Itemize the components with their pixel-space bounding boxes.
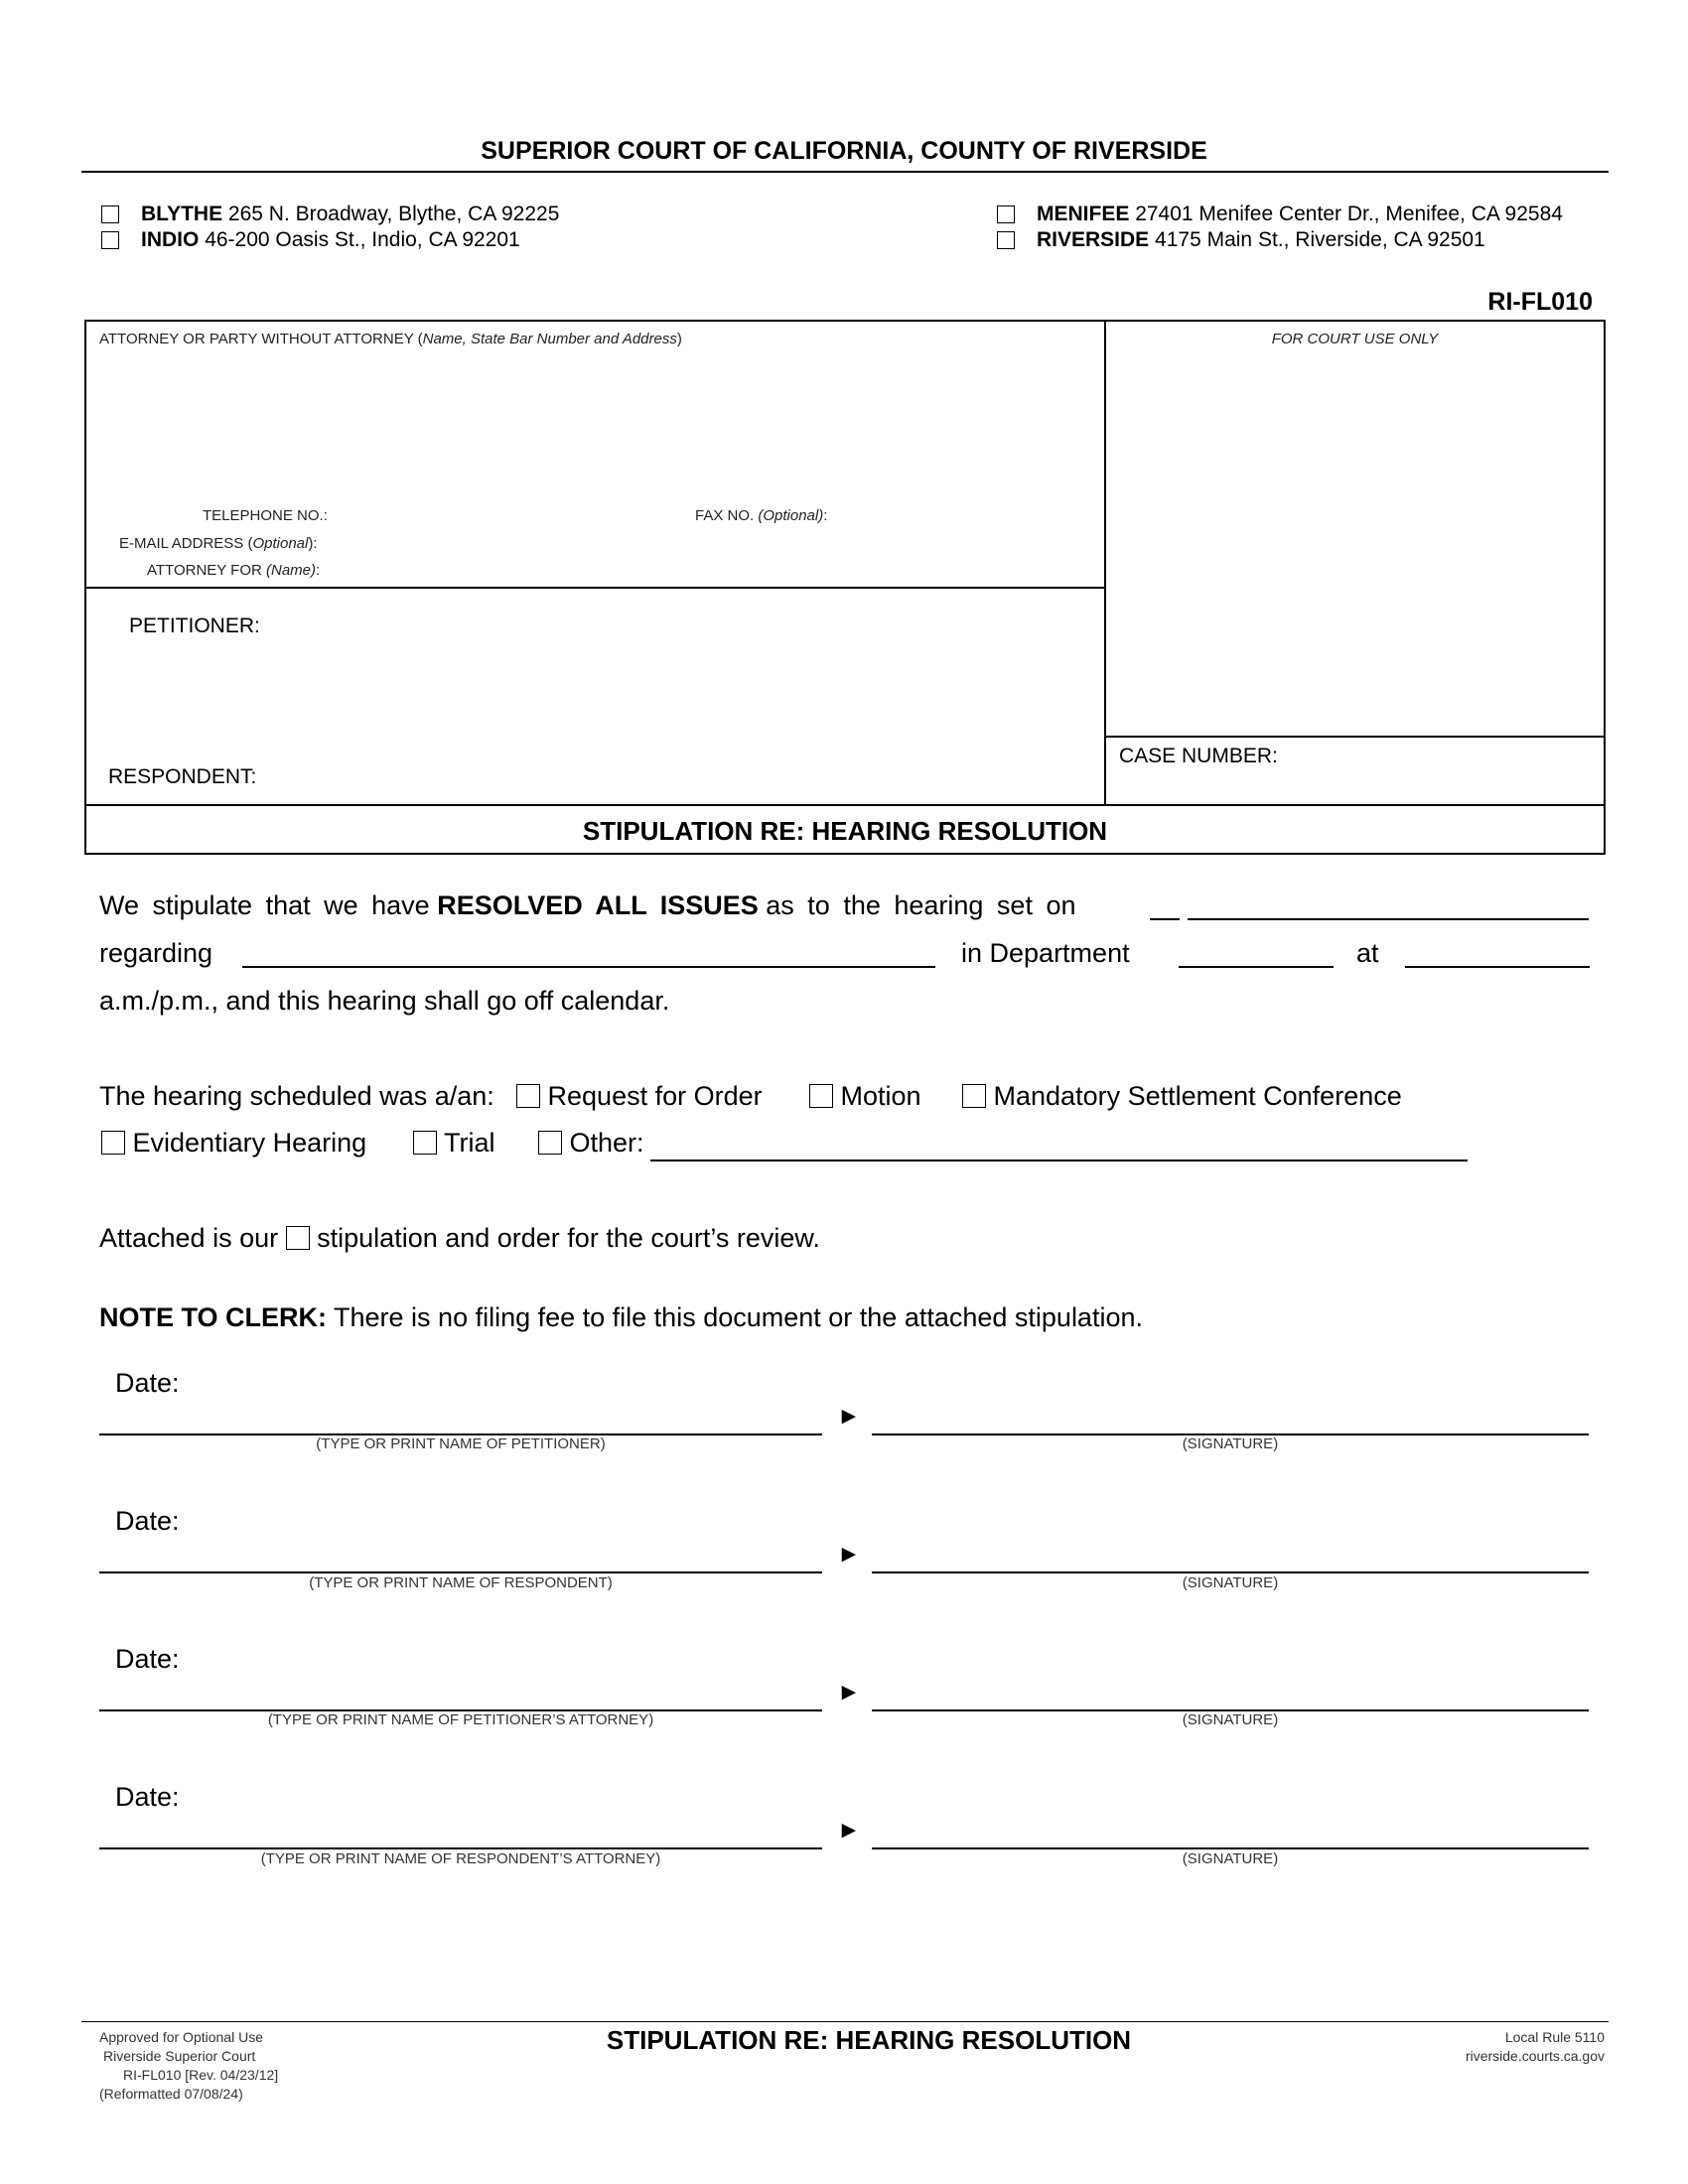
at-label: at xyxy=(1356,938,1379,968)
attached-line: Attached is our stipulation and order for the court’s review. xyxy=(99,1223,820,1253)
attorney-for-label: ATTORNEY FOR (Name): xyxy=(147,562,321,579)
time-input[interactable] xyxy=(1405,966,1590,968)
location-name: INDIO xyxy=(141,228,200,251)
respondent-attorney-signature-input[interactable] xyxy=(872,1847,1589,1849)
checkbox[interactable] xyxy=(538,1131,562,1155)
date-label: Date: xyxy=(115,1368,180,1398)
footer-title: STIPULATION RE: HEARING RESOLUTION xyxy=(606,2025,1132,2055)
respondent-name-input[interactable] xyxy=(99,1571,822,1573)
respondent-label: RESPONDENT: xyxy=(108,765,257,788)
name-caption: (TYPE OR PRINT NAME OF RESPONDENT’S ATTORNEY) xyxy=(260,1850,661,1867)
location-blythe xyxy=(101,203,559,226)
department-input[interactable] xyxy=(1179,966,1334,968)
location-riverside xyxy=(997,228,1485,252)
location-name: RIVERSIDE xyxy=(1037,228,1150,251)
header-rule xyxy=(81,171,1609,173)
checkbox[interactable] xyxy=(413,1131,437,1155)
location-indio xyxy=(101,228,520,252)
attorney-section-rule xyxy=(84,587,1105,589)
hearing-type-other[interactable] xyxy=(538,1128,644,1159)
location-name: BLYTHE xyxy=(141,203,223,225)
signature-caption: (SIGNATURE) xyxy=(1182,1850,1279,1867)
checkbox[interactable] xyxy=(516,1084,540,1108)
location-indio-checkbox[interactable] xyxy=(101,231,119,249)
telephone-label: TELEPHONE NO.: xyxy=(203,507,328,524)
arrow-icon: ► xyxy=(837,1817,861,1843)
fax-label: FAX NO. (Optional): xyxy=(695,507,828,524)
attorney-label: ATTORNEY OR PARTY WITHOUT ATTORNEY (Name, State Bar Number and Address) xyxy=(99,331,682,347)
location-address: 27401 Menifee Center Dr., Menifee, CA 92584 xyxy=(1135,203,1563,225)
court-title: SUPERIOR COURT OF CALIFORNIA, COUNTY OF RIVERSIDE xyxy=(481,137,1207,165)
footer-right: Local Rule 5110 riverside.courts.ca.gov xyxy=(1465,2029,1605,2064)
other-input[interactable] xyxy=(650,1160,1468,1161)
option-label: Other: xyxy=(569,1128,644,1158)
location-address: 4175 Main St., Riverside, CA 92501 xyxy=(1155,228,1485,251)
location-address: 46-200 Oasis St., Indio, CA 92201 xyxy=(205,228,520,251)
checkbox[interactable] xyxy=(962,1084,986,1108)
note-to-clerk: NOTE TO CLERK: There is no filing fee to file this document or the attached stipulation. xyxy=(99,1302,1143,1332)
option-label: Mandatory Settlement Conference xyxy=(993,1081,1402,1111)
signature-caption: (SIGNATURE) xyxy=(1182,1711,1279,1728)
regarding-input[interactable] xyxy=(242,966,935,968)
signature-caption: (SIGNATURE) xyxy=(1182,1435,1279,1452)
email-label: E-MAIL ADDRESS (Optional): xyxy=(119,535,318,552)
attached-stipulation-checkbox[interactable] xyxy=(286,1226,310,1250)
form-title: STIPULATION RE: HEARING RESOLUTION xyxy=(582,816,1108,846)
footer-rule xyxy=(81,2021,1609,2022)
court-use-label: FOR COURT USE ONLY xyxy=(1271,331,1439,347)
name-caption: (TYPE OR PRINT NAME OF RESPONDENT) xyxy=(309,1574,613,1591)
respondent-attorney-name-input[interactable] xyxy=(99,1847,822,1849)
name-caption: (TYPE OR PRINT NAME OF PETITIONER) xyxy=(316,1435,606,1452)
location-riverside-checkbox[interactable] xyxy=(997,231,1015,249)
hearing-type-trial[interactable] xyxy=(413,1128,495,1159)
option-label: Request for Order xyxy=(547,1081,763,1111)
case-number-label: CASE NUMBER: xyxy=(1119,745,1278,767)
arrow-icon: ► xyxy=(837,1541,861,1568)
case-number-rule xyxy=(1104,736,1606,738)
option-label: Motion xyxy=(840,1081,921,1111)
hearing-type-label: The hearing scheduled was a/an: xyxy=(99,1081,494,1111)
hearing-date-input-a[interactable] xyxy=(1150,918,1180,920)
respondent-signature-input[interactable] xyxy=(872,1571,1589,1573)
location-menifee-checkbox[interactable] xyxy=(997,205,1015,223)
regarding-label: regarding xyxy=(99,938,213,968)
title-rule xyxy=(84,804,1606,806)
court-use-divider xyxy=(1104,320,1106,806)
date-label: Date: xyxy=(115,1782,180,1812)
petitioner-label: PETITIONER: xyxy=(129,614,260,637)
hearing-type-motion[interactable] xyxy=(809,1081,921,1112)
hearing-type-request-for-order[interactable] xyxy=(516,1081,763,1112)
location-menifee xyxy=(997,203,1563,226)
arrow-icon: ► xyxy=(837,1403,861,1430)
hearing-date-input[interactable] xyxy=(1188,918,1589,920)
location-address: 265 N. Broadway, Blythe, CA 92225 xyxy=(227,203,560,225)
checkbox[interactable] xyxy=(809,1084,833,1108)
hearing-type-mandatory-settlement-conference[interactable] xyxy=(962,1081,1402,1112)
form-id: RI-FL010 xyxy=(1487,288,1593,316)
date-label: Date: xyxy=(115,1644,180,1674)
option-label: Trial xyxy=(444,1128,495,1158)
department-label: in Department xyxy=(961,938,1130,968)
signature-caption: (SIGNATURE) xyxy=(1182,1574,1279,1591)
name-caption: (TYPE OR PRINT NAME OF PETITIONER’S ATTORNEY) xyxy=(267,1711,654,1728)
location-blythe-checkbox[interactable] xyxy=(101,205,119,223)
stipulation-line-1: We stipulate that we have RESOLVED ALL ISSUES as to the hearing set on xyxy=(99,890,1076,920)
checkbox[interactable] xyxy=(101,1131,125,1155)
ampm-text: a.m./p.m., and this hearing shall go off calendar. xyxy=(99,986,670,1016)
location-name: MENIFEE xyxy=(1037,203,1130,225)
footer-left: Approved for Optional Use Riverside Superior Court RI-FL010 [Rev. 04/23/12] (Reformatted 07/08/24) xyxy=(99,2029,279,2102)
arrow-icon: ► xyxy=(837,1679,861,1706)
date-label: Date: xyxy=(115,1506,180,1536)
hearing-type-evidentiary-hearing[interactable] xyxy=(101,1128,366,1159)
option-label: Evidentiary Hearing xyxy=(132,1128,367,1158)
